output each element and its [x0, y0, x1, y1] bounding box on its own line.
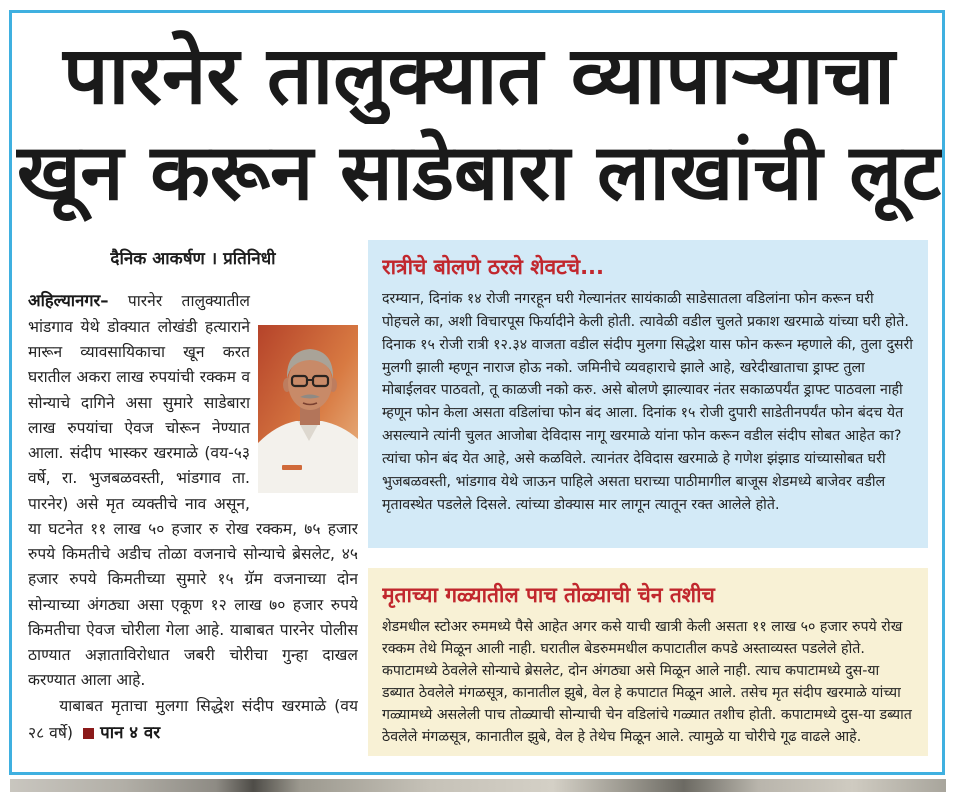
square-bullet-icon: [83, 728, 94, 739]
sidebar-title: रात्रीचे बोलणे ठरले शेवटचे...: [382, 255, 605, 279]
headline-line-1: पारनेर तालुक्यात व्यापाऱ्याचा: [63, 29, 895, 122]
victim-photo: [250, 313, 358, 515]
next-article-photo-strip: [10, 779, 946, 792]
main-story-text: पारनेर तालुक्यातील भांडगाव येथे डोक्यात लोखंडी हत्याराने मारून व्यावसायिकाचा खून करत घरातील अकरा लाख रुपयांची रक्कम व सोन्याचे दागिने असा सुमारे साडेबारा लाख रुपयांचा ऐवज चोरून नेण्यात आला. संदीप भास्कर खरमाळे (वय-५३ वर्षे, रा. भुजबळवस्ती, भांडगाव ता. पारनेर) असे मृत व्यक्तीचे नाव असून, या घटनेत ११ लाख ५० हजार रु रोख रक्कम, ७५ हजार रुपये किमतीचे अडीच तोळा वजनाचे सोन्याचे ब्रेसलेट, ४५ हजार रुपये किमतीच्या सुमारे १५ ग्रॅम वजनाच्या दोन सोन्याच्या अंगठ्या असा एकूण १२ लाख ७० हजार रुपये किमतीचा ऐवज चोरीला गेला आहे. याबाबत पारनेर पोलीस ठाण्यात अज्ञाताविरोधात जबरी चोरीचा गुन्हा दाखल करण्यात आला आहे.: [28, 292, 358, 690]
headline-line-2: खून करून साडेबारा लाखांची लूट: [16, 128, 942, 218]
sidebar-body: शेडमधील स्टोअर रुममध्ये पैसे आहेत अगर कसे याची खात्री केली असता ११ लाख ५० हजार रुपये रोख रक्कम तेथे मिळून आली नाही. घरातील बेडरुममधील कपाटातील कपडे अस्ताव्यस्त पडलेले होते. कपाटामध्ये ठेवलेले सोन्याचे ब्रेसलेट, दोन अंगठ्या असे मिळून आले नाही. त्याच कपाटामध्ये दुस-या डब्यात ठेवलेले मंगळसूत्र, कानातील झुबे, वेल हे कपाटात मिळून आले. तसेच मृत संदीप खरमाळे यांच्या गळ्यामध्ये असलेली पाच तोळ्याची सोन्याची चेन वडिलांचे गळ्यात तशीच होती. कपाटामध्ये दुस-या डब्यात ठेवलेले मंगळसूत्र, कानातील झुबे, वेल हे तेथेच मिळून आले. त्यामुळे या चोरीचे गूढ वाढले आहे.: [382, 619, 912, 745]
main-story-text: याबाबत मृताचा मुलगा सिद्धेश संदीप खरमाळे (वय २८ वर्षे): [28, 696, 358, 742]
sidebar-body: दरम्यान, दिनांक १४ रोजी नगरहून घरी गेल्यानंतर सायंकाळी साडेसातला वडिलांना फोन करून घरी पोहचले का, अशी विचारपूस फिर्यादीने केली होती. त्यावेळी वडील चुलते प्रकाश खरमाळे यांच्या घरी होते. दिनाक १५ रोजी रात्री १२.३४ वाजता वडील संदीप मुलगा सिद्धेश यास फोन करून म्हणाले की, तुला दुसरी मुलगी झाली म्हणून नाराज होऊ नको. जमिनीचे व्यवहाराचे झाले आहे, खरेदीखाताचा ड्राफ्ट तुला मोबाईलवर पाठवतो, तू काळजी नको करु. असे बोलणे झाल्यावर नंतर सकाळपर्यंत ड्राफ्ट पाठवला नाही म्हणून फोन केला असता वडिलांचा फोन बंद आला. दिनांक १५ रोजी दुपारी साडेतीनपर्यंत फोन बंदच येत असल्याने त्यांनी चुलत आजोबा देविदास नागू खरमाळे यांना फोन करून वडील संदीप सोबत आहेत का? त्यांचा फोन बंद येत आहे, असे कळविले. त्यानंतर देविदास खरमाळे हे गणेश झंझाड यांच्यासोबत घरी भुजबळवस्ती, भांडगाव येथे जाऊन पाहिले असता घराच्या पाठीमागील बाजूस शेडमध्ये बाजेवर वडील मृतावस्थेत पडलेले दिसले. त्यांच्या डोक्यास मार लागून त्यातून रक्त आलेले होते.: [382, 291, 913, 513]
continued-on-page: पान ४ वर: [100, 721, 161, 742]
dateline: अहिल्यानगर–: [28, 291, 109, 310]
byline: दैनिक आकर्षण । प्रतिनिधी: [110, 249, 276, 269]
victim-photo-image: [258, 325, 358, 493]
main-story: [28, 288, 358, 750]
sidebar-chain: [368, 568, 928, 756]
sidebar-title: मृताच्या गळ्यातील पाच तोळ्याची चेन तशीच: [382, 583, 715, 607]
main-story-paragraph: [28, 694, 358, 747]
sidebar-night-call: [368, 240, 928, 548]
